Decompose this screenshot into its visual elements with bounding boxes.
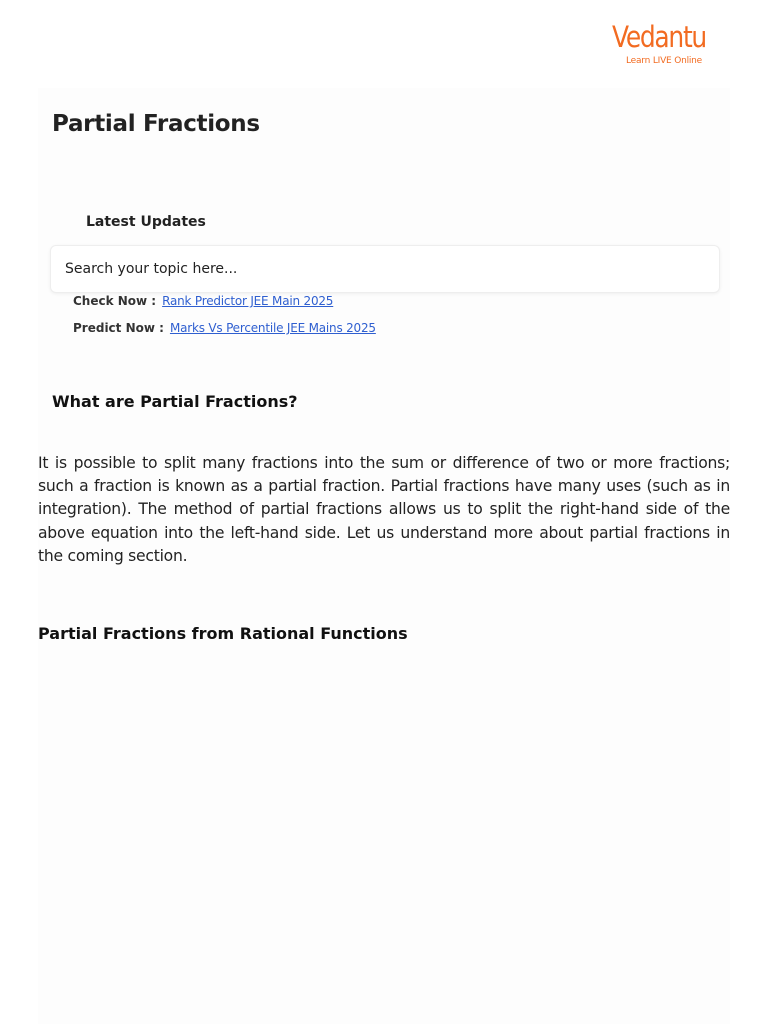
update-item-check-now <box>73 294 333 308</box>
intro-paragraph: It is possible to split many fractions into the sum or difference of two or more fractions; such a fraction is known as a partial fraction. Partial fractions have many uses (such as in integration). The method of partial fractions allows us to split the right-hand side of the above equation into the left-hand side. Let us understand more about partial fractions in the coming section. <box>38 454 730 565</box>
update-prefix: Check Now : <box>73 294 157 308</box>
latest-updates-label: Latest Updates <box>86 214 206 230</box>
update-prefix: Predict Now : <box>73 321 164 335</box>
logo-tagline: Learn LIVE Online <box>626 56 703 66</box>
rank-predictor-link[interactable]: Rank Predictor JEE Main 2025 <box>162 294 334 308</box>
marks-vs-percentile-link[interactable]: Marks Vs Percentile JEE Mains 2025 <box>169 321 376 335</box>
vedantu-logo[interactable] <box>612 20 708 72</box>
page-title: Partial Fractions <box>52 111 260 137</box>
section-heading-what-are-partial-fractions: What are Partial Fractions? <box>52 392 298 411</box>
search-input[interactable] <box>65 246 705 292</box>
logo-wordmark: Vedantu <box>612 20 706 54</box>
search-box[interactable] <box>50 245 720 293</box>
update-item-predict-now <box>73 321 376 335</box>
header <box>0 0 768 88</box>
section-heading-rational-functions: Partial Fractions from Rational Functions <box>38 624 408 643</box>
